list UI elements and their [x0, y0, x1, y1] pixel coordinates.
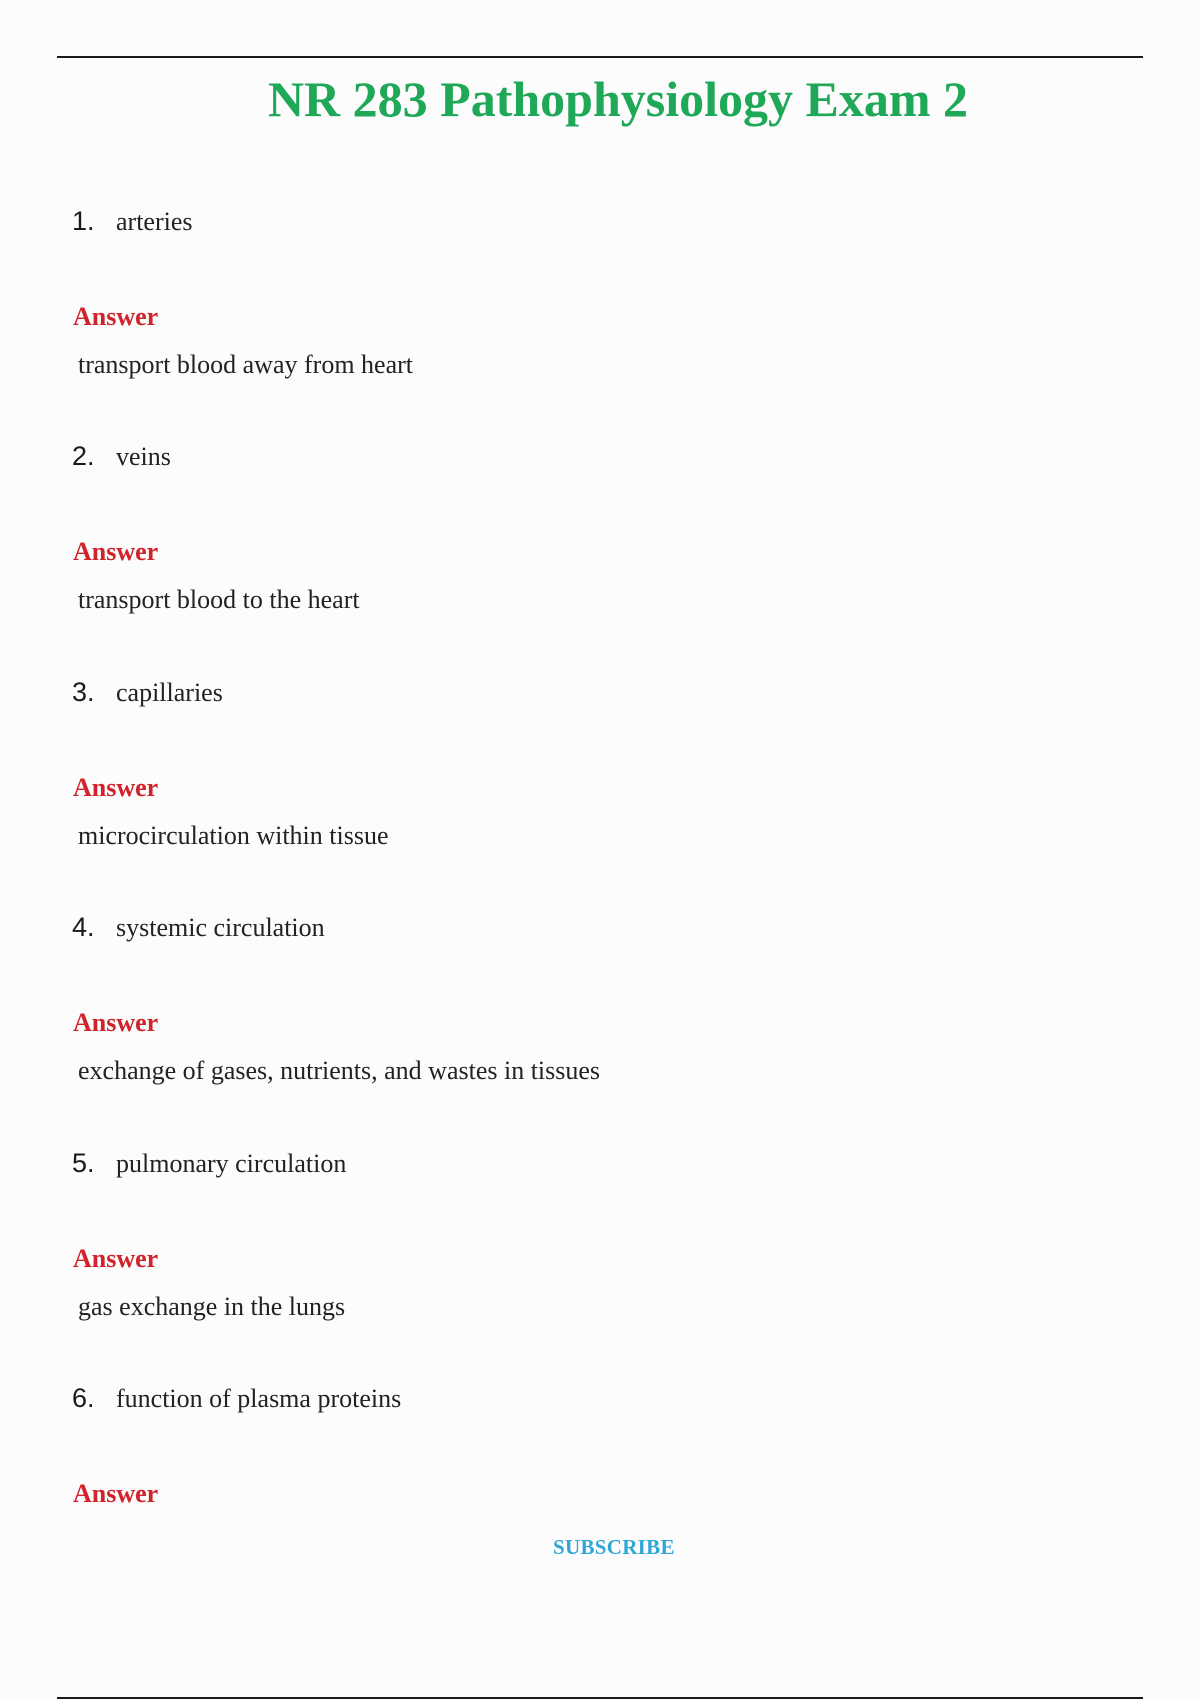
answer-text: transport blood to the heart	[78, 585, 360, 614]
answer-text: gas exchange in the lungs	[78, 1292, 346, 1321]
answer-label: Answer	[73, 773, 159, 802]
question-number: 3.	[72, 677, 95, 707]
question-number: 6.	[72, 1383, 95, 1413]
question-row	[72, 677, 223, 708]
answer-label: Answer	[73, 537, 159, 566]
question-number: 4.	[72, 912, 95, 942]
question-row	[72, 206, 193, 237]
question-text: arteries	[116, 207, 193, 236]
question-text: veins	[116, 442, 171, 471]
page-title: NR 283 Pathophysiology Exam 2	[267, 71, 969, 127]
question-number: 2.	[72, 441, 95, 471]
answer-text: transport blood away from heart	[78, 350, 414, 379]
bottom-divider	[57, 1697, 1143, 1699]
question-number: 5.	[72, 1148, 95, 1178]
question-row	[72, 1148, 346, 1179]
answer-label: Answer	[73, 1008, 159, 1037]
question-row	[72, 912, 325, 943]
question-text: pulmonary circulation	[116, 1149, 347, 1178]
answer-text: exchange of gases, nutrients, and wastes in tissues	[78, 1056, 601, 1085]
question-text: systemic circulation	[116, 913, 325, 942]
question-text: function of plasma proteins	[116, 1384, 402, 1413]
subscribe-link[interactable]: SUBSCRIBE	[553, 1535, 675, 1559]
question-row	[72, 1383, 401, 1414]
answer-label: Answer	[73, 1479, 159, 1508]
question-row	[72, 441, 171, 472]
answer-text: microcirculation within tissue	[78, 821, 389, 850]
answer-label: Answer	[73, 302, 159, 331]
question-number: 1.	[72, 206, 95, 236]
answer-label: Answer	[73, 1244, 159, 1273]
question-text: capillaries	[116, 678, 223, 707]
top-divider	[57, 56, 1143, 58]
